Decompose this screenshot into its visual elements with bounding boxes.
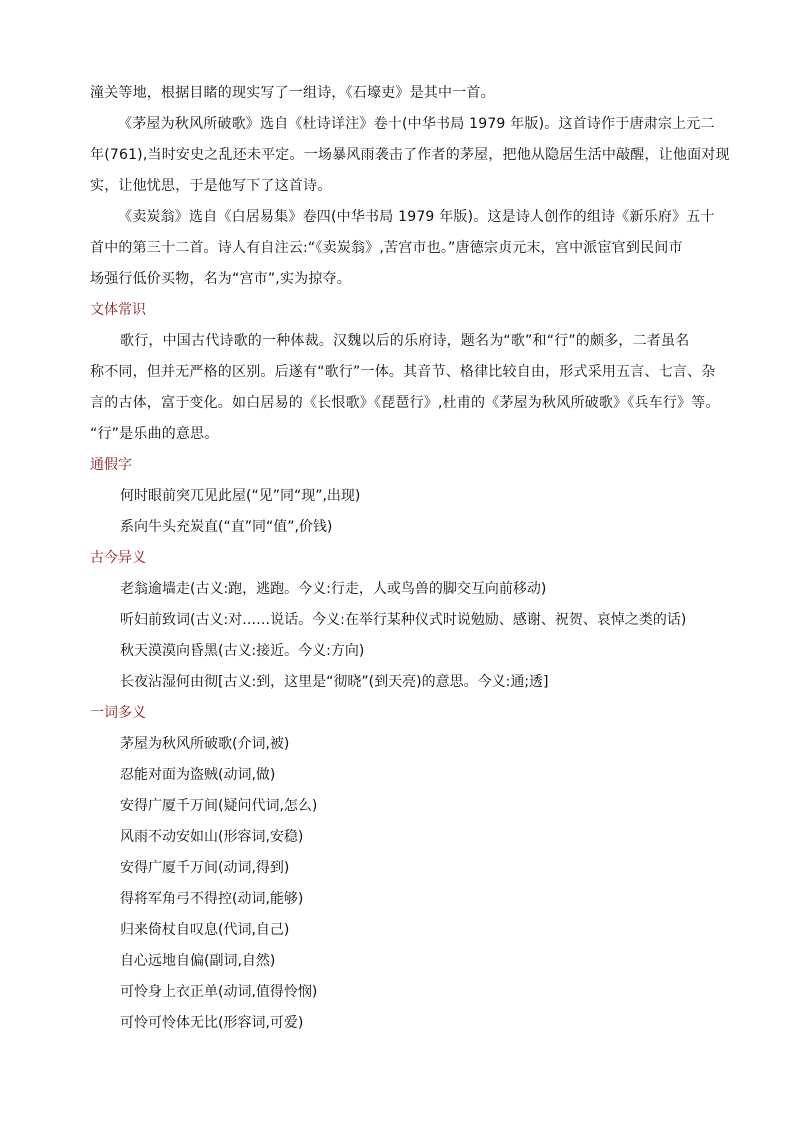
gujin-item: 老翁逾墙走(古义:跑，逃跑。今义:行走，人或鸟兽的脚交互向前移动) — [120, 581, 547, 597]
tongjia-item: 系向牛头充炭直(“直”同“值”,价钱) — [120, 519, 333, 535]
document-page — [90, 78, 730, 1039]
intro-line: 年(761),当时安史之乱还未平定。一场暴风雨袭击了作者的茅屋，把他从隐居生活中敲醒，让他面对现 — [90, 147, 730, 163]
yici-item: 可怜可怜体无比(形容词,可爱) — [120, 1015, 304, 1031]
yici-item: 得将军角弓不得控(动词,能够) — [120, 891, 304, 907]
genre-line: “行”是乐曲的意思。 — [90, 426, 219, 442]
section-heading-yici: 一词多义 — [90, 705, 146, 721]
genre-line: 称不同，但并无严格的区别。后遂有“歌行”一体。其音节、格律比较自由，形式采用五言、七言、杂 — [90, 364, 716, 380]
intro-line: 《卖炭翁》选自《白居易集》卷四(中华书局 1979 年版)。这是诗人创作的组诗《新乐府》五十 — [118, 209, 715, 225]
intro-line: 首中的第三十二首。诗人有自注云:“《卖炭翁》,苦宫市也。”唐德宗贞元末，宫中派宦官到民间市 — [90, 240, 683, 256]
genre-line: 言的古体，富于变化。如白居易的《长恨歌》《琵琶行》,杜甫的《茅屋为秋风所破歌》《兵车行》等。 — [90, 395, 720, 411]
yici-item: 可怜身上衣正单(动词,值得怜悯) — [120, 984, 318, 1000]
tongjia-item: 何时眼前突兀见此屋(“见”同“现”,出现) — [120, 488, 361, 504]
yici-item: 忍能对面为盗贼(动词,做) — [120, 767, 276, 783]
section-heading-gujin: 古今异义 — [90, 550, 146, 566]
yici-item: 归来倚杖自叹息(代词,自己) — [120, 922, 290, 938]
gujin-item: 听妇前致词(古义:对……说话。今义:在举行某种仪式时说勉励、感谢、祝贺、哀悼之类的话) — [120, 612, 687, 628]
intro-line: 《茅屋为秋风所破歌》选自《杜诗详注》卷十(中华书局 1979 年版)。这首诗作于唐肃宗上元二 — [118, 116, 715, 132]
genre-line: 歌行，中国古代诗歌的一种体裁。汉魏以后的乐府诗，题名为“歌”和“行”的颇多，二者虽名 — [120, 333, 690, 349]
section-heading-genre: 文体常识 — [90, 302, 146, 318]
yici-item: 安得广厦千万间(动词,得到) — [120, 860, 290, 876]
yici-item: 自心远地自偏(副词,自然) — [120, 953, 276, 969]
yici-item: 茅屋为秋风所破歌(介词,被) — [120, 736, 290, 752]
yici-item: 安得广厦千万间(疑问代词,怎么) — [120, 798, 318, 814]
gujin-item: 长夜沾湿何由彻[古义:到，这里是“彻晓”(到天亮)的意思。今义:通;透] — [120, 674, 549, 690]
gujin-item: 秋天漠漠向昏黑(古义:接近。今义:方向) — [120, 643, 365, 659]
intro-line: 潼关等地，根据目睹的现实写了一组诗，《石壕吏》是其中一首。 — [90, 85, 495, 101]
intro-line: 实，让他忧思，于是他写下了这首诗。 — [90, 178, 332, 194]
intro-line: 场强行低价买物，名为“宫市”,实为掠夺。 — [90, 271, 351, 287]
yici-item: 风雨不动安如山(形容词,安稳) — [120, 829, 304, 845]
section-heading-tongjia: 通假字 — [90, 457, 132, 473]
